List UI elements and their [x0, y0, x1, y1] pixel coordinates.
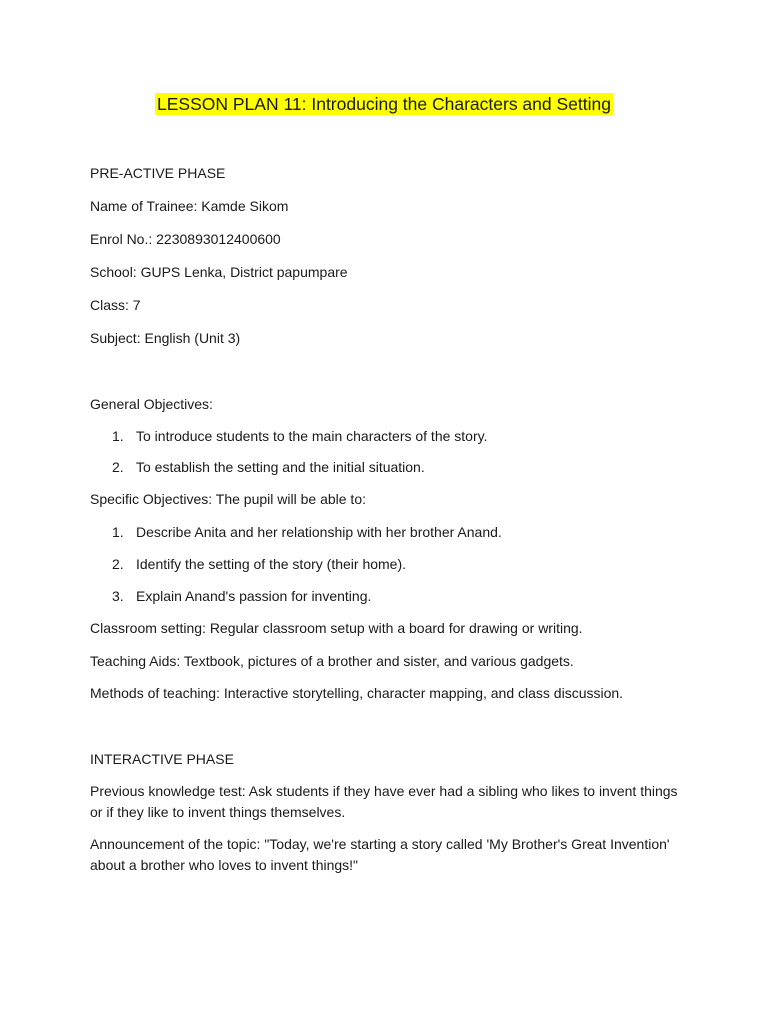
list-text: To establish the setting and the initial situation.	[136, 459, 425, 475]
list-item	[112, 522, 502, 542]
trainee-name: Name of Trainee: Kamde Sikom	[90, 198, 289, 214]
teaching-aids: Teaching Aids: Textbook, pictures of a brother and sister, and various gadgets.	[90, 653, 574, 669]
enrol-number: Enrol No.: 2230893012400600	[90, 231, 281, 247]
list-number: 2.	[112, 556, 124, 572]
list-text: Explain Anand's passion for inventing.	[136, 588, 372, 604]
classroom-setting: Classroom setting: Regular classroom setup with a board for drawing or writing.	[90, 620, 583, 636]
list-number: 3.	[112, 588, 124, 604]
list-item	[112, 457, 425, 477]
school-name: School: GUPS Lenka, District papumpare	[90, 264, 348, 280]
list-text: To introduce students to the main characters of the story.	[136, 428, 488, 444]
methods-of-teaching: Methods of teaching: Interactive storytelling, character mapping, and class discussion.	[90, 685, 624, 701]
general-objectives-heading: General Objectives:	[90, 396, 213, 412]
title-highlight: LESSON PLAN 11: Introducing the Characters and Setting	[157, 94, 611, 114]
interactive-heading: INTERACTIVE PHASE	[90, 751, 234, 767]
list-text: Describe Anita and her relationship with her brother Anand.	[136, 524, 502, 540]
list-number: 1.	[112, 524, 124, 540]
previous-knowledge-test: Previous knowledge test: Ask students if they have ever had a sibling who likes to invent things or if they like to invent things themselves.	[90, 783, 678, 820]
subject-info: Subject: English (Unit 3)	[90, 330, 241, 346]
list-item	[112, 426, 487, 446]
document-title	[0, 92, 768, 116]
list-number: 2.	[112, 459, 124, 475]
topic-announcement: Announcement of the topic: "Today, we're starting a story called 'My Brother's Great Invention' about a brother who loves to invent things!"	[90, 836, 670, 873]
preactive-heading: PRE-ACTIVE PHASE	[90, 165, 226, 181]
list-number: 1.	[112, 428, 124, 444]
class-info: Class: 7	[90, 297, 141, 313]
list-item	[112, 554, 406, 574]
list-text: Identify the setting of the story (their home).	[136, 556, 407, 572]
specific-objectives-heading: Specific Objectives: The pupil will be able to:	[90, 491, 366, 507]
list-item	[112, 586, 371, 606]
